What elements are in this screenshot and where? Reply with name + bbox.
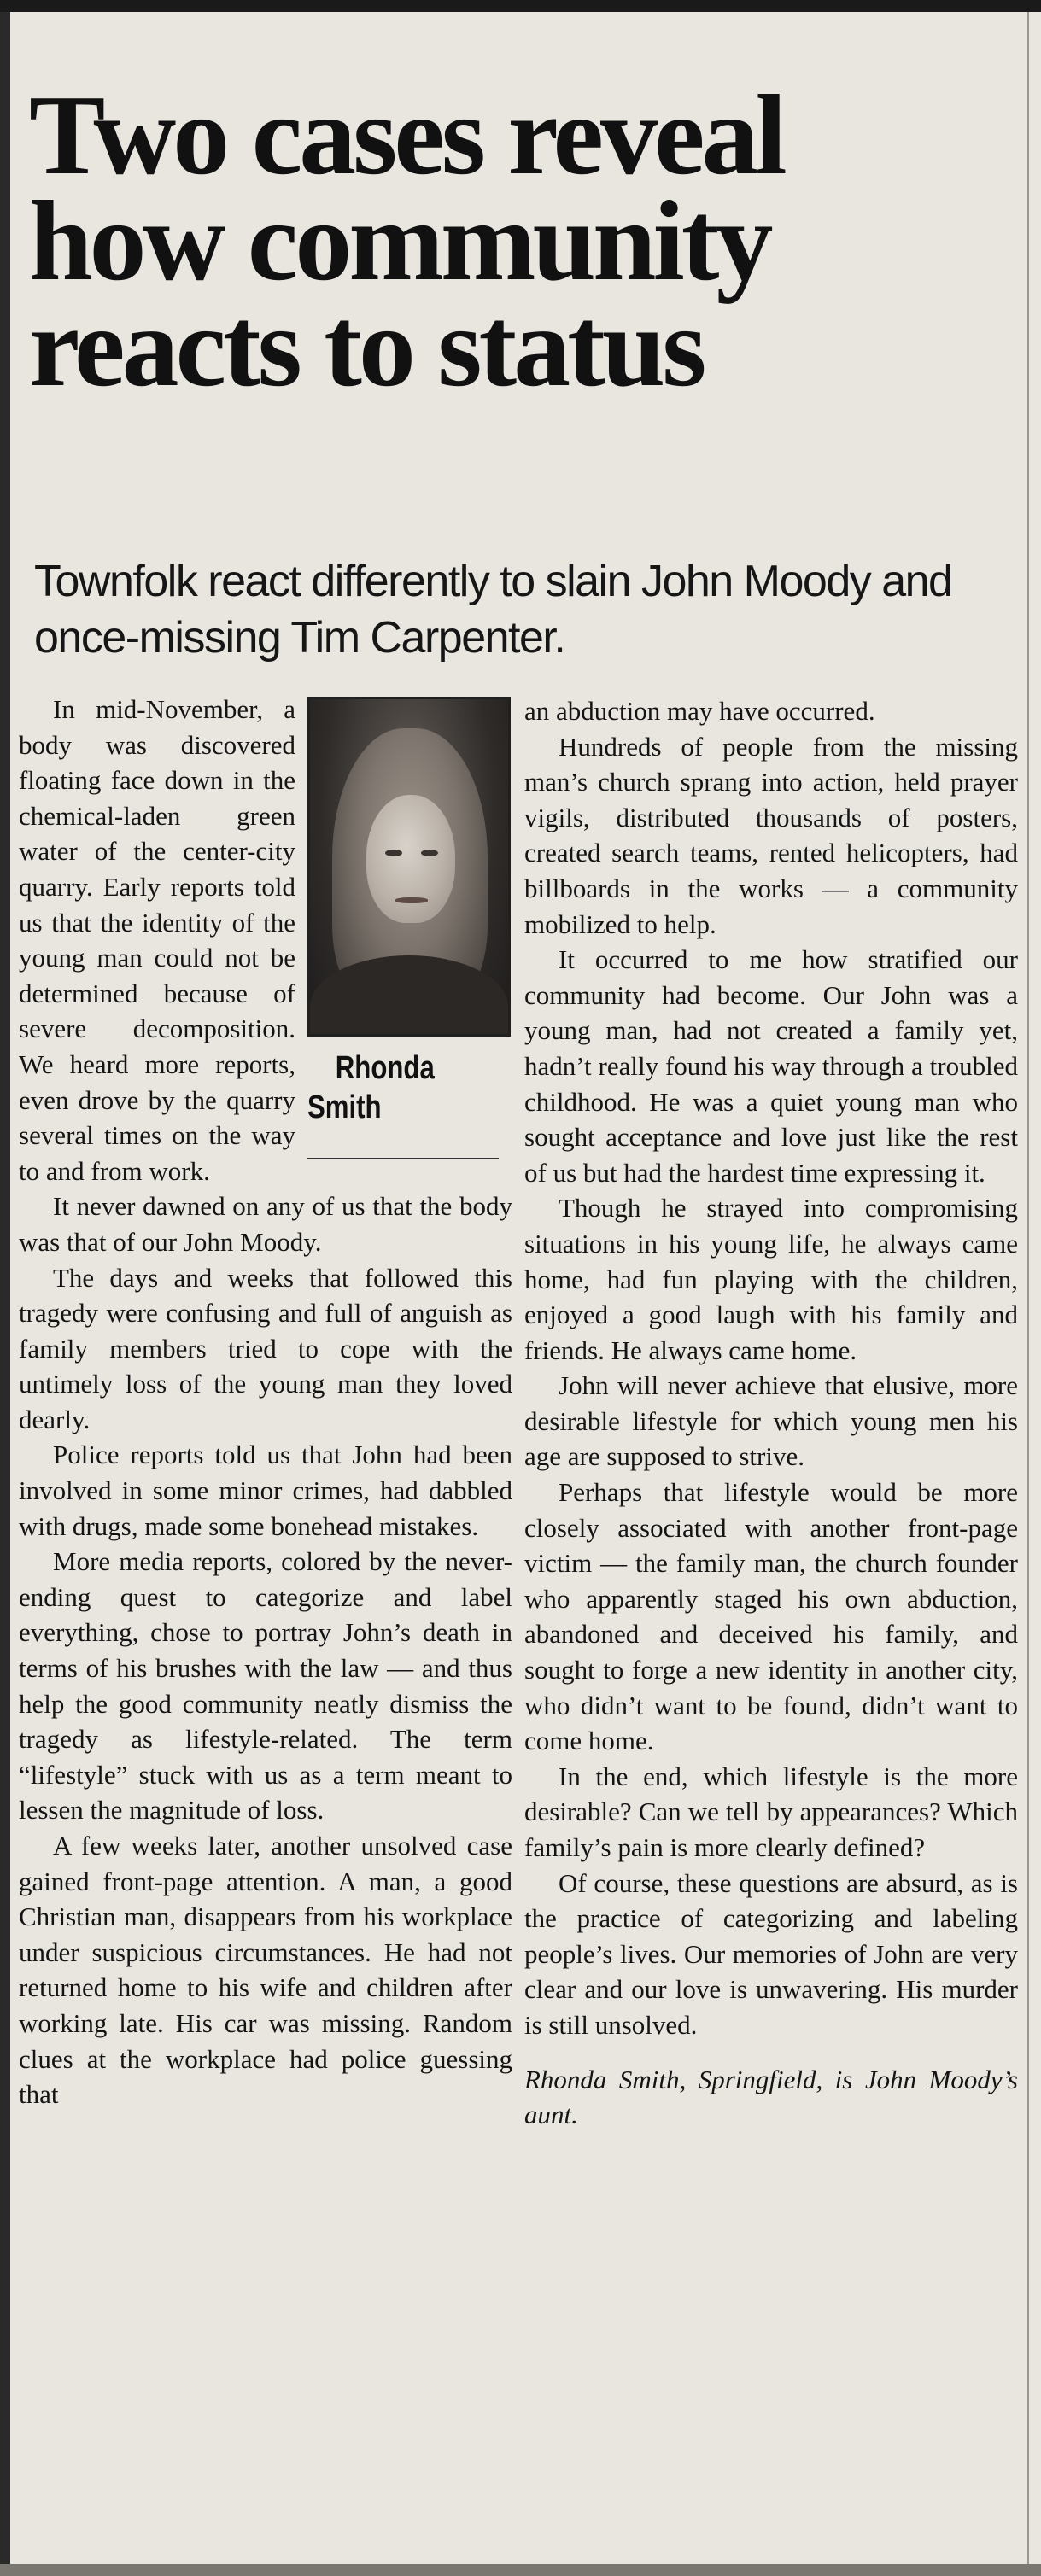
subheadline: Townfolk react differently to slain John Moody and once-missing Tim Carpenter. xyxy=(34,557,952,663)
article-paragraph: In the end, which lifestyle is the more desirable? Can we tell by appearances? Which family’s pain is more clearly defined? xyxy=(524,1761,1018,1862)
article-paragraph xyxy=(19,692,512,1189)
article-paragraph: Of course, these questions are absurd, as is the practice of categorizing and labeling people’s lives. Our memories of John are very clear and our love is unwavering. His murder is still unsolved. xyxy=(524,1867,1018,2040)
right-column-rule xyxy=(1027,12,1029,2576)
headline xyxy=(29,72,1020,410)
author-signoff: Rhonda Smith, Springfield, is John Moody’s aunt. xyxy=(524,2064,1018,2130)
top-border xyxy=(0,0,1041,12)
article-paragraph: A few weeks later, another unsolved case gained front-page attention. A man, a good Christian man, disappears from his workplace under suspicious circumstances. He had not returned home to his wife and children after working late. His car was missing. Random clues at the workplace had police guessing that xyxy=(19,1831,512,2110)
headline-line: how community xyxy=(29,178,770,304)
article-paragraph: The days and weeks that followed this tragedy were confusing and full of anguish as family members tried to cope with the untimely loss of the young man they loved dearly. xyxy=(19,1262,512,1434)
author-box xyxy=(307,697,512,1175)
byline-divider xyxy=(307,1158,499,1159)
article-paragraph: Hundreds of people from the missing man’s church sprang into action, held prayer vigils, distributed thousands of posters, created search teams, rented helicopters, had billboards in the works — a community mobilized to help. xyxy=(524,731,1018,939)
author-byline xyxy=(307,1049,476,1127)
author-first-name: Rhonda xyxy=(335,1050,435,1086)
headline-line: Two cases reveal xyxy=(29,72,784,198)
article-paragraph: It never dawned on any of us that the body was that of our John Moody. xyxy=(19,1191,512,1257)
bottom-border xyxy=(0,2564,1041,2576)
article-paragraph: Police reports told us that John had been involved in some minor crimes, had dabbled with drugs, made some bonehead mistakes. xyxy=(19,1440,512,1541)
article-paragraph: Perhaps that lifestyle would be more closely associated with another front-page victim — the family man, the church founder who apparently staged his own abduction, abandoned and deceived his family, and sought to forge a new identity in another city, who didn’t want to be found, didn’t want to come home. xyxy=(524,1477,1018,1756)
article-paragraph-continuation: an abduction may have occurred. xyxy=(524,696,875,726)
paragraph-text: In mid-November, a body was discovered floating face down in the chemical-laden green water of the center-city quarry. Early reports told us that the identity of the young man could not be determined because of severe decomposition. We heard more reports, even drove by the quarry several times on the way to and from work. xyxy=(19,694,295,1186)
article-paragraph: Though he strayed into compromising situations in his young life, he always came home, had fun playing with the children, enjoyed a good laugh with his family and friends. He always came home. xyxy=(524,1193,1018,1365)
author-last-name: Smith xyxy=(307,1089,382,1125)
article-column-left xyxy=(19,692,512,2112)
article-paragraph: It occurred to me how stratified our community had become. Our John was a young man, had not created a family yet, hadn’t really found his way through a troubled childhood. He was a quiet young man who sought acceptance and love just like the rest of us but had the hardest time expressing it. xyxy=(524,944,1018,1188)
article-paragraph: More media reports, colored by the never-ending quest to categorize and label everything, chose to portray John’s death in terms of his brushes with the law — and thus help the good community neatly dismiss the tragedy as lifestyle-related. The term “lifestyle” stuck with us as a term meant to lessen the magnitude of loss. xyxy=(19,1546,512,1825)
article-column-right xyxy=(524,693,1018,2133)
headline-line: reacts to status xyxy=(29,283,704,410)
author-photo-icon xyxy=(307,697,511,1037)
left-scan-edge xyxy=(0,12,10,2576)
article-paragraph: John will never achieve that elusive, more desirable lifestyle for which young men his age are supposed to strive. xyxy=(524,1370,1018,1472)
